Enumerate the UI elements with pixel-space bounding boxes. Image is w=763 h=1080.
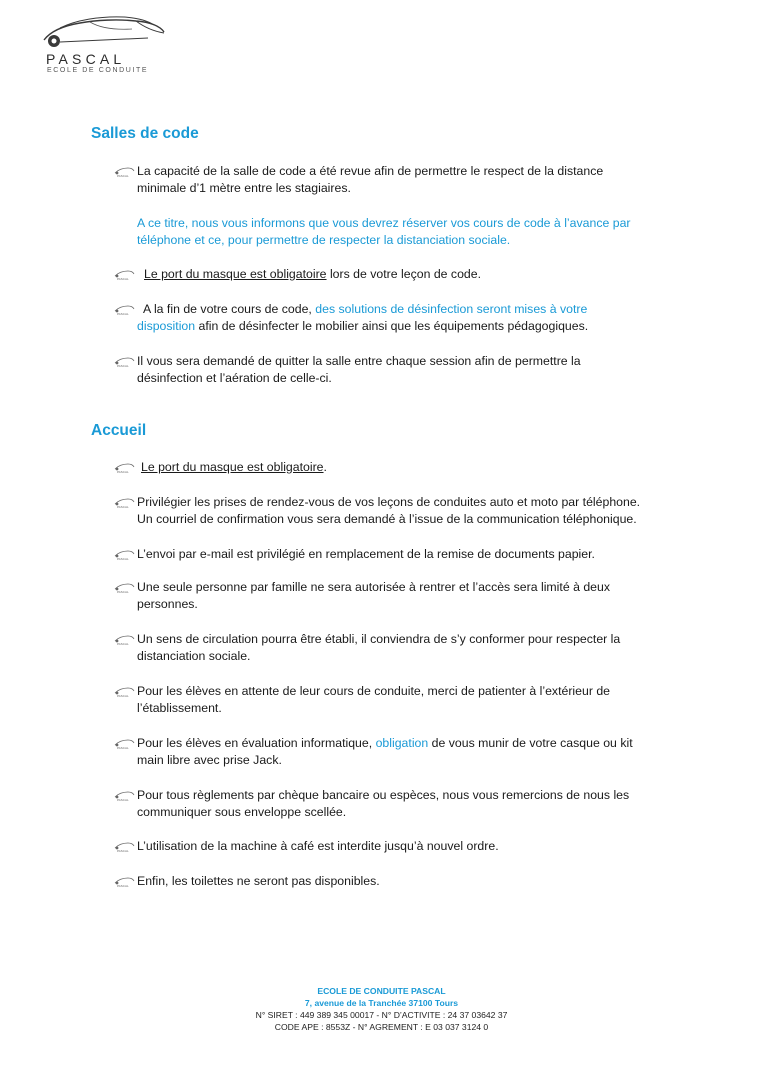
list-item (114, 301, 674, 336)
item-text-line: Un courriel de confirmation vous sera demandé à l’issue de la communication téléphonique. (137, 512, 637, 527)
footer (0, 985, 763, 1033)
car-bullet-icon (114, 497, 135, 508)
item-text-line: Pour les élèves en attente de leur cours de conduite, merci de patienter à l’extérieur de (137, 684, 611, 698)
footer-ape: CODE APE : 8553Z - N° AGREMENT : E 03 037 3124 0 (274, 1022, 489, 1032)
car-bullet-icon (114, 304, 135, 315)
car-bullet-icon (114, 462, 135, 473)
section-title-salles-de-code: Salles de code (91, 125, 199, 142)
svg-text:PASCAL: PASCAL (117, 590, 129, 593)
item-text-line: L’utilisation de la machine à café est interdite jusqu’à nouvel ordre. (137, 839, 499, 853)
item-text-line: personnes. (137, 597, 198, 612)
item-text: Pour les élèves en évaluation informatique, (137, 736, 376, 750)
item-text-line: Il vous sera demandé de quitter la salle entre chaque session afin de permettre la (137, 354, 581, 368)
car-bullet-icon (114, 582, 135, 593)
car-bullet-icon (114, 738, 135, 749)
footer-address: 7, avenue de la Tranchée 37100 Tours (304, 998, 459, 1008)
car-bullet-icon (114, 790, 135, 801)
car-bullet-icon (114, 841, 135, 852)
mask-requirement: Le port du masque est obligatoire (144, 267, 327, 281)
svg-text:PASCAL: PASCAL (117, 277, 129, 280)
item-text: afin de désinfecter le mobilier ainsi que les équipements pédagogiques. (195, 319, 589, 334)
item-text: lors de votre leçon de code. (326, 267, 482, 281)
car-bullet-icon (114, 356, 135, 367)
logo-name: PASCAL (46, 51, 126, 67)
svg-text:PASCAL: PASCAL (117, 557, 129, 560)
logo-subtitle: ECOLE DE CONDUITE (47, 67, 149, 74)
car-bullet-icon (114, 549, 135, 560)
disinfection-highlight: des solutions de désinfection seront mises à votre (315, 302, 588, 316)
item-text-line: Privilégier les prises de rendez-vous de vos leçons de conduites auto et moto par téléphone. (137, 495, 641, 509)
list-item (114, 459, 674, 476)
svg-text:PASCAL: PASCAL (117, 470, 129, 473)
list-item (114, 494, 674, 529)
item-text: de vous munir de votre casque ou kit (428, 736, 633, 750)
list-item (114, 787, 674, 822)
car-bullet-icon (114, 269, 135, 280)
list-item (114, 353, 674, 388)
item-text-line: Pour tous règlements par chèque bancaire ou espèces, nous vous remercions de nous les (137, 788, 630, 802)
svg-text:PASCAL: PASCAL (117, 849, 129, 852)
list-item (114, 546, 674, 563)
list-item (114, 873, 674, 890)
car-bullet-icon (114, 876, 135, 887)
item-text-line: minimale d’1 mètre entre les stagiaires. (137, 181, 351, 196)
list-item (114, 163, 674, 198)
footer-school-name: ECOLE DE CONDUITE PASCAL (317, 986, 446, 996)
svg-text:PASCAL: PASCAL (117, 884, 129, 887)
school-logo (40, 14, 168, 76)
car-bullet-icon (114, 166, 135, 177)
list-item (114, 735, 674, 770)
item-text-line: communiquer sous enveloppe scellée. (137, 805, 347, 820)
obligation-highlight: obligation (375, 736, 429, 750)
item-text: A la fin de votre cours de code, (143, 302, 316, 316)
list-item (114, 838, 674, 855)
item-text-line: main libre avec prise Jack. (137, 753, 282, 768)
svg-text:PASCAL: PASCAL (117, 694, 129, 697)
item-text-line: Une seule personne par famille ne sera autorisée à rentrer et l’accès sera limité à deux (137, 580, 610, 594)
item-text-line: l’établissement. (137, 701, 222, 716)
svg-text:PASCAL: PASCAL (117, 505, 129, 508)
item-text-line: L’envoi par e-mail est privilégié en remplacement de la remise de documents papier. (137, 547, 595, 561)
item-text-line: La capacité de la salle de code a été revue afin de permettre le respect de la distance (137, 164, 604, 178)
svg-text:PASCAL: PASCAL (117, 312, 129, 315)
booking-note (137, 215, 677, 250)
car-silhouette-icon (40, 14, 168, 54)
svg-text:PASCAL: PASCAL (117, 642, 129, 645)
list-item (114, 631, 674, 666)
item-text-line: Enfin, les toilettes ne seront pas disponibles. (137, 874, 380, 888)
svg-text:PASCAL: PASCAL (117, 364, 129, 367)
mask-requirement: Le port du masque est obligatoire (141, 460, 324, 474)
section-title-accueil: Accueil (91, 422, 147, 439)
list-item (114, 683, 674, 718)
car-bullet-icon (114, 686, 135, 697)
item-text-line: désinfection et l’aération de celle-ci. (137, 371, 332, 386)
list-item (114, 266, 674, 283)
car-bullet-icon (114, 634, 135, 645)
note-line: téléphone et ce, pour permettre de respecter la distanciation sociale. (137, 233, 511, 248)
list-item (114, 579, 674, 614)
svg-text:PASCAL: PASCAL (117, 798, 129, 801)
item-text-line: distanciation sociale. (137, 649, 251, 664)
item-text-line: Un sens de circulation pourra être établi, il conviendra de s’y conformer pour respecter la (137, 632, 621, 646)
svg-text:PASCAL: PASCAL (117, 174, 129, 177)
footer-siret: N° SIRET : 449 389 345 00017 - N° D’ACTIVITE : 24 37 03642 37 (255, 1010, 508, 1020)
item-text: . (323, 460, 327, 474)
note-line: A ce titre, nous vous informons que vous devrez réserver vos cours de code à l’avance par (137, 216, 631, 230)
svg-text:PASCAL: PASCAL (117, 746, 129, 749)
disinfection-highlight: disposition (137, 319, 196, 334)
